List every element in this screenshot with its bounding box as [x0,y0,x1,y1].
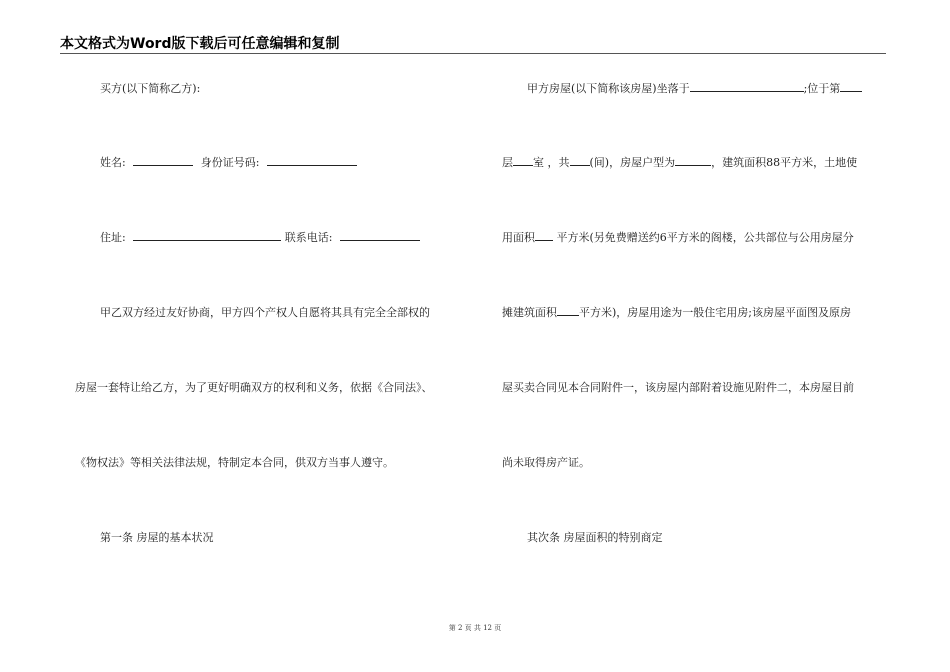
text-fragment: 甲方房屋(以下简称该房屋)坐落于 [527,82,690,95]
name-label: 姓名: [100,156,126,169]
land-area-line [502,229,854,245]
shared-area-blank [557,305,579,316]
location-blank [690,81,804,92]
location-line [527,80,862,96]
name-blank [133,155,193,166]
article-heading: 其次条 房屋面积的特别商定 [527,531,663,544]
text-fragment: 平方米)，房屋用途为一般住宅用房;该房屋平面图及原房 [579,306,851,319]
paragraph-line: 《物权法》等相关法律法规，特制定本合同，供双方当事人遵守。 [75,456,394,469]
phone-blank [340,230,420,241]
header-divider [60,53,886,54]
text-fragment: 用面积 [502,231,535,244]
room-count-blank [570,155,590,166]
paragraph-line: 房屋一套特让给乙方，为了更好明确双方的权利和义务，依据《合同法》、 [75,381,433,394]
buyer-label: 买方(以下简称乙方): [100,82,201,95]
floor-blank [840,81,862,92]
address-phone-line [100,229,420,245]
unit-line [502,154,857,170]
id-label: 身份证号码: [200,156,260,169]
text-fragment: 层 [502,156,513,169]
text-fragment: (间)，房屋户型为 [589,156,676,169]
document-header-title: 本文格式为Word版下载后可任意编辑和复制 [60,36,340,52]
paragraph-line: 甲乙双方经过友好协商，甲方四个产权人自愿将其具有完全全部权的 [100,306,430,319]
paragraph-line: 尚未取得房产证。 [502,456,590,469]
shared-area-line [502,304,851,320]
text-fragment: ，建筑面积88平方米，土地使 [711,156,858,169]
address-label: 住址: [100,231,126,244]
phone-label: 联系电话: [284,231,333,244]
text-fragment: ;位于第 [803,82,841,95]
page-number: 第 2 页 共 12 页 [448,624,502,632]
name-id-line [100,154,357,170]
text-fragment: 室 ，共 [533,156,570,169]
text-fragment: 平方米(另免费赠送约6平方米的阁楼，公共部位与公用房屋分 [553,231,854,244]
floor-number-blank [513,155,533,166]
paragraph-line: 屋买卖合同见本合同附件一，该房屋内部附着设施见附件二，本房屋目前 [502,381,854,394]
article-heading: 第一条 房屋的基本状况 [100,531,214,544]
layout-blank [675,155,711,166]
text-fragment: 摊建筑面积 [502,306,557,319]
address-blank [133,230,281,241]
land-area-blank [535,230,553,241]
id-blank [267,155,357,166]
